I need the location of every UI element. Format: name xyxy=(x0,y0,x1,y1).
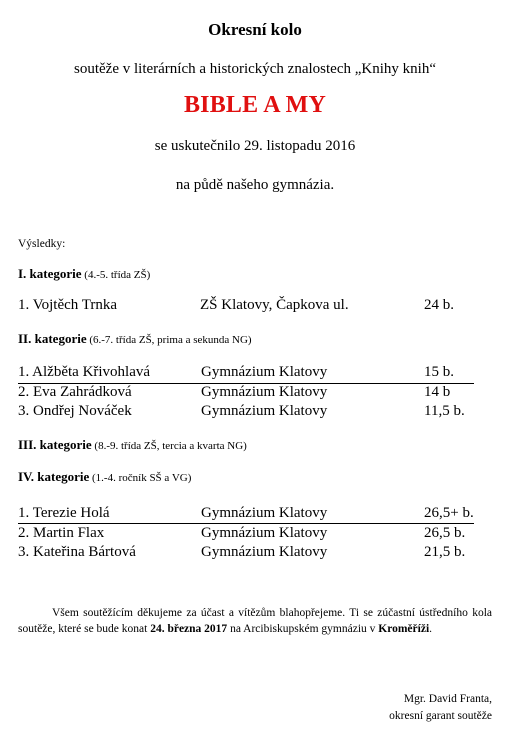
score: 15 b. xyxy=(424,364,454,380)
school-name: ZŠ Klatovy, Čapkova ul. xyxy=(200,297,349,313)
result-row xyxy=(0,544,510,564)
final-round-date: 24. března 2017 xyxy=(150,623,228,635)
score: 11,5 b. xyxy=(424,403,465,419)
signature-role: okresní garant soutěže xyxy=(389,710,492,722)
closing-text: na Arcibiskupském gymnáziu v xyxy=(227,623,379,635)
school-name: Gymnázium Klatovy xyxy=(201,384,328,400)
page-title: Okresní kolo xyxy=(208,20,302,39)
category-note: (1.-4. ročník SŠ a VG) xyxy=(89,472,192,484)
category-heading xyxy=(18,331,252,347)
score: 26,5 b. xyxy=(424,525,466,541)
contestant-name: 2. Eva Zahrádková xyxy=(18,384,132,400)
result-row xyxy=(0,505,510,525)
closing-text: Všem soutěžícím děkujeme za účast a vítězům blahopřejeme. Ti se zúčastní ústředního kola soutěže, které se bude konat xyxy=(18,607,492,635)
category-note: (4.-5. třída ZŠ) xyxy=(81,269,151,281)
school-name: Gymnázium Klatovy xyxy=(201,403,328,419)
score: 21,5 b. xyxy=(424,544,466,560)
result-row xyxy=(0,525,510,545)
result-row xyxy=(0,364,510,384)
results-label: Výsledky: xyxy=(18,238,66,250)
category-heading xyxy=(18,266,150,282)
contestant-name: 3. Ondřej Nováček xyxy=(18,403,132,419)
result-row xyxy=(0,403,510,423)
school-name: Gymnázium Klatovy xyxy=(201,364,328,380)
closing-text: . xyxy=(429,623,433,635)
closing-paragraph xyxy=(18,605,492,637)
school-name: Gymnázium Klatovy xyxy=(201,525,328,541)
result-row xyxy=(0,384,510,404)
contestant-name: 1. Alžběta Křivohlavá xyxy=(18,364,151,380)
contestant-name: 2. Martin Flax xyxy=(18,525,105,541)
score: 24 b. xyxy=(424,297,454,313)
contestant-name: 1. Vojtěch Trnka xyxy=(18,297,118,313)
separator-line xyxy=(18,523,474,524)
date-line: se uskutečnilo 29. listopadu 2016 xyxy=(154,138,356,154)
contestant-name: 3. Kateřina Bártová xyxy=(18,544,136,560)
place-line: na půdě našeho gymnázia. xyxy=(175,177,335,193)
contestant-name: 1. Terezie Holá xyxy=(18,505,110,521)
signature-name: Mgr. David Franta, xyxy=(403,693,492,705)
category-heading xyxy=(18,437,247,453)
category-name: IV. kategorie xyxy=(18,469,90,484)
result-row xyxy=(0,297,510,317)
final-round-city: Kroměříži xyxy=(378,623,430,635)
category-name: II. kategorie xyxy=(18,331,87,346)
score: 26,5+ b. xyxy=(424,505,474,521)
school-name: Gymnázium Klatovy xyxy=(201,544,328,560)
category-name: III. kategorie xyxy=(18,437,92,452)
category-note: (6.-7. třída ZŠ, prima a sekunda NG) xyxy=(86,334,252,346)
event-name: BIBLE A MY xyxy=(183,92,327,118)
category-name: I. kategorie xyxy=(18,266,82,281)
score: 14 b xyxy=(424,384,451,400)
category-heading xyxy=(18,469,191,485)
school-name: Gymnázium Klatovy xyxy=(201,505,328,521)
competition-subtitle: soutěže v literárních a historických znalostech „Knihy knih“ xyxy=(74,61,436,77)
category-note: (8.-9. třída ZŠ, tercia a kvarta NG) xyxy=(91,440,247,452)
